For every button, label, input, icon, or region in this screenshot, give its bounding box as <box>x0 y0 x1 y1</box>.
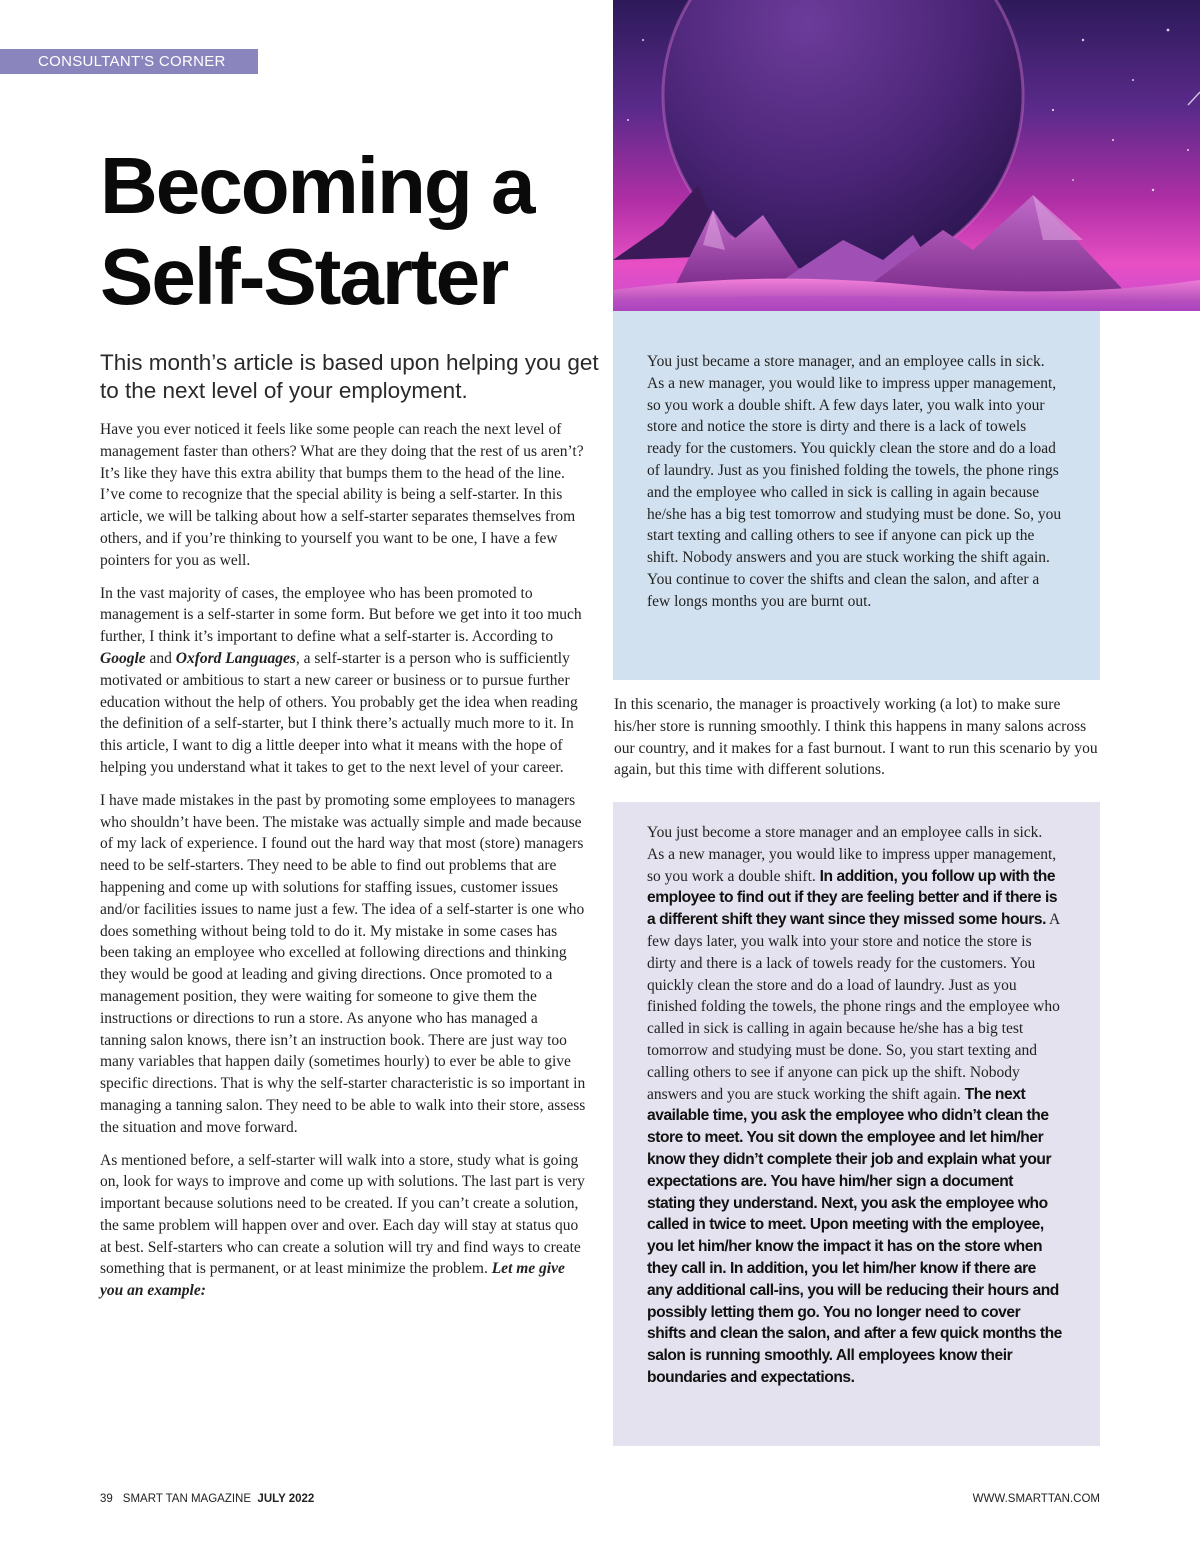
magazine-name: SMART TAN MAGAZINE <box>122 1493 252 1505</box>
scenario-2-text <box>647 822 1062 1389</box>
page-number: 39 <box>100 1493 113 1505</box>
article-title <box>100 140 590 322</box>
scenario-2-part-2: A few days later, you walk into your store and notice the store is dirty and there is a lack of towels ready for the customers. You quickly clean the store and do a load of laundry. Just as you finished folding the towels, the phone rings and the employee who called in sick is calling in again because he/she has a big test tomorrow and studying must be done. So, you start texting and calling others to see if anyone can pick up the shift. Nobody answers and you are stuck working the shift again. <box>647 911 1060 1103</box>
title-line-1: Becoming a <box>100 141 534 230</box>
footer-left <box>100 1493 314 1505</box>
paragraph-2-end: , a self-starter is a person who is sufficiently motivated or ambitious to start a new career or business or to pursue further education without the help of others. You probably get the idea when reading the definition of a self-starter, but I think there’s actually much more to it. In this article, I want to dig a little deeper into what it means with the hope of helping you understand what it takes to get to the next level of your career. <box>100 649 578 776</box>
paragraph-1: Have you ever noticed it feels like some people can reach the next level of management faster than others? What are they doing that the rest of us aren’t? It’s like they have this extra ability that bumps them to the head of the line. I’ve come to recognize that the special ability is being a self-starter. In this article, we will be talking about how a self-starter separates themselves from others, and if you’re thinking to yourself you want to be one, I have a few pointers for you as well. <box>100 421 584 569</box>
oxford-reference: Oxford Languages <box>175 649 296 667</box>
commentary-text: In this scenario, the manager is proactively working (a lot) to make sure his/her store is running smoothly. I think this happens in many salons across our country, and it makes for a fast burnout. I want to run this scenario by you again, but this time with different solutions. <box>614 696 1098 779</box>
article-subtitle: This month’s article is based upon helping you get to the next level of your employment. <box>100 350 599 403</box>
paragraph-2-and: and <box>145 649 176 667</box>
section-tag: CONSULTANT’S CORNER <box>0 49 258 74</box>
paragraph-2-start: In the vast majority of cases, the employee who has been promoted to management is a self-starter in some form. But before we get into it too much further, I think it’s important to define what a self-starter is. According to <box>100 584 582 646</box>
title-line-2: Self-Starter <box>100 232 508 321</box>
example-lead-in: Let me give you an example: <box>100 1260 565 1300</box>
scenario-1-box <box>613 311 1100 680</box>
paragraph-4 <box>100 1150 586 1303</box>
issue-date: JULY 2022 <box>257 1493 315 1505</box>
scenario-2-part-1: You just become a store manager and an employee calls in sick. As a new manager, you would like to impress upper management, so you work a double shift. <box>647 824 1057 885</box>
scenario-1-text: You just became a store manager, and an employee calls in sick. As a new manager, you would like to impress upper management, so you work a double shift. A few days later, you walk into your store and notice the store is dirty and there is a lack of towels ready for the customers. You quickly clean the store and do a load of laundry. Just as you finished folding the towels, the phone rings and the employee who called in sick is calling in again because he/she has a big test tomorrow and studying must be done. So, you start texting and calling others to see if anyone can pick up the shift. Nobody answers and you are stuck working the shift again. You continue to cover the shifts and clean the salon, and after a few longs months you are burnt out. <box>647 353 1062 610</box>
planet-mountain-illustration <box>613 0 1200 311</box>
paragraph-4-text: As mentioned before, a self-starter will walk into a store, study what is going on, look for ways to improve and come up with solutions. The last part is very important because solutions need to be created. If you can’t create a solution, the same problem will happen over and over. Each day will stay at status quo at best. Self-starters who can create a solution will try and find ways to create something that is permanent, or at least minimize the problem. <box>100 1151 585 1278</box>
website-link[interactable]: WWW.SMARTTAN.COM <box>972 1493 1100 1505</box>
scenario-2-bold-2: The next available time, you ask the employee who didn’t clean the store to meet. You sit down the employee and let him/her know they didn’t complete their job and explain what your expectations are. You have him/her sign a document stating they understand. Next, you ask the employee who called in twice to meet. Upon meeting with the employee, you let him/her know the impact it has on the store when they call in. In addition, you let him/her know if there are any additional call-ins, you will be reducing their hours and possibly letting them go. You no longer need to cover shifts and clean the salon, and after a few quick months the salon is running smoothly. All employees know their boundaries and expectations. <box>647 1085 1062 1386</box>
article-body <box>100 419 586 1313</box>
scenario-commentary <box>614 694 1104 781</box>
paragraph-3: I have made mistakes in the past by promoting some employees to managers who shouldn’t have been. The mistake was actually simple and made because of my lack of experience. I found out the hard way that most (store) managers need to be self-starters. They need to be able to find out problems that are happening and come up with solutions for staffing issues, customer issues and/or facilities issues to name just a few. The idea of a self-starter is one who does something without being told to do it. My mistake in some cases has been taking an employee who excelled at following directions and thinking they would be good at leading and giving directions. Once promoted to a management position, they were waiting for someone to give them the instructions or directions to run a store. As anyone who has managed a tanning salon knows, there isn’t an instruction book. There are just way too many variables that happen daily (sometimes hourly) to ever be able to give specific directions. That is why the self-starter characteristic is so important in managing a tanning salon. They need to be able to walk into their store, assess the situation and move forward. <box>100 791 586 1136</box>
paragraph-2 <box>100 583 586 779</box>
google-reference: Google <box>100 649 146 667</box>
scenario-2-box <box>613 802 1100 1446</box>
scenario-2-bold-1: In addition, you follow up with the employee to find out if they are feeling better and if there is a different shift they want since they missed some hours. <box>647 867 1058 929</box>
